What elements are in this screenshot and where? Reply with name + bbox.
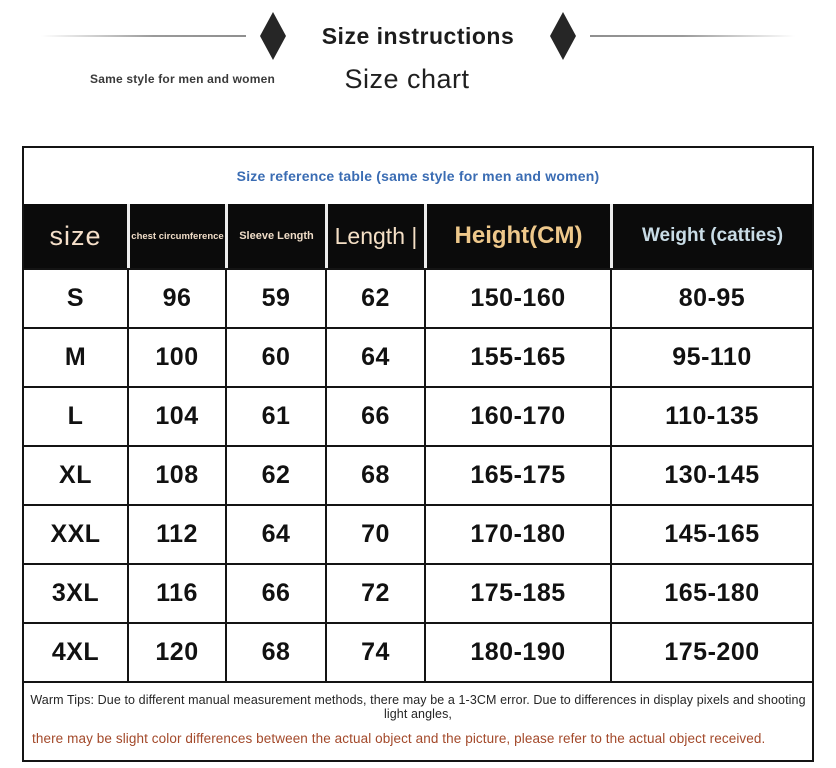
column-header-sleeve: Sleeve Length (225, 204, 325, 268)
cell-weight: 110-135 (610, 386, 812, 445)
cell-length: 66 (325, 386, 424, 445)
cell-length: 74 (325, 622, 424, 681)
cell-sleeve: 66 (225, 563, 325, 622)
cell-chest: 116 (127, 563, 225, 622)
cell-length: 72 (325, 563, 424, 622)
warm-tips-line1: Warm Tips: Due to different manual measurement methods, there may be a 1-3CM error. Due to differences in display pixels and shooting light angles, (30, 693, 806, 721)
table-caption: Size reference table (same style for men and women) (236, 168, 600, 184)
table-caption-row (24, 148, 812, 204)
cell-length: 62 (325, 268, 424, 327)
cell-length: 64 (325, 327, 424, 386)
cell-size: XXL (24, 504, 127, 563)
diamond-icon (260, 12, 286, 60)
cell-weight: 175-200 (610, 622, 812, 681)
cell-chest: 100 (127, 327, 225, 386)
banner (0, 14, 836, 58)
cell-chest: 96 (127, 268, 225, 327)
cell-size: S (24, 268, 127, 327)
table-row-xl (24, 445, 812, 504)
diamond-icon (550, 12, 576, 60)
table-header-row (24, 204, 812, 268)
cell-sleeve: 61 (225, 386, 325, 445)
cell-chest: 108 (127, 445, 225, 504)
warm-tips-line2: there may be slight color differences between the actual object and the picture, please refer to the actual object received. (32, 731, 766, 746)
cell-length: 68 (325, 445, 424, 504)
cell-size: L (24, 386, 127, 445)
subtitle-band (0, 60, 836, 108)
cell-size: 3XL (24, 563, 127, 622)
cell-chest: 112 (127, 504, 225, 563)
cell-sleeve: 62 (225, 445, 325, 504)
cell-height: 165-175 (424, 445, 610, 504)
cell-height: 180-190 (424, 622, 610, 681)
column-header-weight: Weight (catties) (610, 204, 812, 268)
table-row-3xl (24, 563, 812, 622)
table-row-4xl (24, 622, 812, 681)
cell-height: 170-180 (424, 504, 610, 563)
cell-chest: 120 (127, 622, 225, 681)
table-row-m (24, 327, 812, 386)
cell-weight: 165-180 (610, 563, 812, 622)
cell-size: 4XL (24, 622, 127, 681)
cell-size: M (24, 327, 127, 386)
cell-weight: 95-110 (610, 327, 812, 386)
table-row-s (24, 268, 812, 327)
warm-tips (24, 681, 812, 760)
cell-height: 155-165 (424, 327, 610, 386)
cell-size: XL (24, 445, 127, 504)
table-row-xxl (24, 504, 812, 563)
cell-sleeve: 64 (225, 504, 325, 563)
banner-line-left (41, 35, 246, 37)
banner-line-right (590, 35, 795, 37)
column-header-size: size (49, 220, 102, 251)
size-table (22, 146, 814, 762)
cell-weight: 80-95 (610, 268, 812, 327)
cell-sleeve: 59 (225, 268, 325, 327)
cell-chest: 104 (127, 386, 225, 445)
cell-sleeve: 68 (225, 622, 325, 681)
cell-height: 150-160 (424, 268, 610, 327)
banner-title: Size instructions (321, 22, 515, 49)
column-header-length: Length | (325, 204, 424, 268)
table-row-l (24, 386, 812, 445)
cell-weight: 130-145 (610, 445, 812, 504)
cell-height: 175-185 (424, 563, 610, 622)
cell-weight: 145-165 (610, 504, 812, 563)
column-header-height: Height(CM) (424, 204, 610, 268)
cell-sleeve: 60 (225, 327, 325, 386)
cell-length: 70 (325, 504, 424, 563)
column-header-chest: chest circumference (127, 204, 225, 268)
same-style-label: Same style for men and women (90, 72, 275, 86)
cell-height: 160-170 (424, 386, 610, 445)
page-title: Size chart (344, 64, 470, 94)
